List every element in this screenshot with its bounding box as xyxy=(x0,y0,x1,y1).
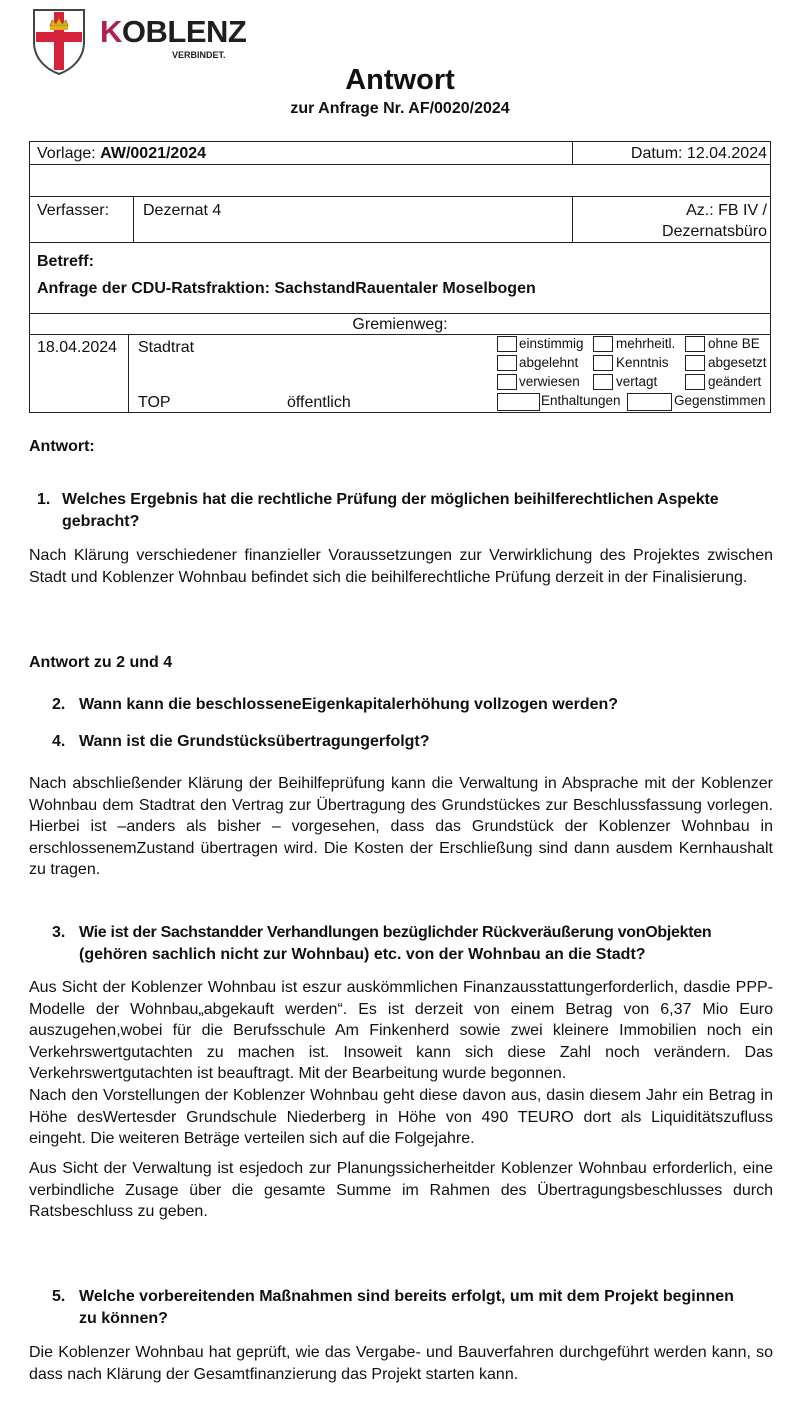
logo-wordmark: KOBLENZ xyxy=(100,14,247,49)
question-1-number: 1. xyxy=(37,491,51,508)
label-gegenstimmen: Gegenstimmen xyxy=(674,393,766,408)
question-5-line1: Welche vorbereitenden Maßnahmen sind bereits erfolgt, um mit dem Projekt beginnen xyxy=(79,1288,734,1305)
antwort-2-4-heading: Antwort zu 2 und 4 xyxy=(29,654,173,671)
vorlage-label: Vorlage: AW/0021/2024 xyxy=(37,145,207,162)
answer-3-paragraph-1: Aus Sicht der Koblenzer Wohnbau ist eszur auskömmlichen Finanzausstattungerforderlich, dasdie PPP-Modelle der Wohnbau„abgekauft werden“. Es ist derzeit von einem Betrag von 6,37 Mio Euro auszugehen,wobei für die Berufsschule Am Finkenherd sowie zwei kleinere Immobilien noch ein Verkehrswertgutachten zu machen ist. Insoweit kann sich diese Zahl noch verändern. Das Verkehrswertgutachten ist beauftragt. Mit der Bearbeitung wurde begonnen. xyxy=(29,979,773,1082)
checkbox-vertagt[interactable] xyxy=(593,374,613,390)
answer-2-4: Nach abschließender Klärung der Beihilfeprüfung kann die Verwaltung in Absprache mit der Koblenzer Wohnbau dem Stadtrat den Vertrag zur Übertragung des Grundstückes zur Beschlussfassung vorlegen. Hierbei ist –anders als bisher – vorgesehen, dass das Grundstück der Koblenzer Wohnbau in erschlossenemZustand übertragen wird. Die Kosten der Erschließung sind dann ausdem Kernhaushalt zu tragen. xyxy=(29,775,773,878)
answer-5: Die Koblenzer Wohnbau hat geprüft, wie das Vergabe- und Bauverfahren durchgeführt werden kann, so dass nach Klärung der Gesamtfinanzierung das Projekt starten kann. xyxy=(29,1344,773,1383)
az-line1: Az.: FB IV / xyxy=(686,202,767,219)
question-5-number: 5. xyxy=(52,1288,66,1305)
question-1-line1: Welches Ergebnis hat die rechtliche Prüfung der möglichen beihilferechtlichen Aspekte xyxy=(62,491,719,508)
logo-tagline: VERBINDET. xyxy=(172,50,226,60)
antwort-heading: Antwort: xyxy=(29,438,95,455)
checkbox-verwiesen[interactable] xyxy=(497,374,517,390)
option-abgelehnt: abgelehnt xyxy=(519,355,579,370)
question-3-line2: (gehören sachlich nicht zur Wohnbau) etc. von der Wohnbau an die Stadt? xyxy=(79,946,646,963)
option-abgesetzt: abgesetzt xyxy=(708,355,767,370)
gremienweg-label: Gremienweg: xyxy=(352,316,448,333)
field-gegenstimmen[interactable] xyxy=(627,393,672,411)
field-enthaltungen[interactable] xyxy=(497,393,540,411)
checkbox-mehrheitl[interactable] xyxy=(593,336,613,352)
question-5-line2: zu können? xyxy=(79,1310,168,1327)
checkbox-abgesetzt[interactable] xyxy=(685,355,705,371)
option-mehrheitl: mehrheitl. xyxy=(616,336,676,351)
betreff-label: Betreff: xyxy=(37,253,94,270)
top-label: TOP xyxy=(138,394,171,411)
gremium: Stadtrat xyxy=(138,339,195,356)
question-3-line1: Wie ist der Sachstandder Verhandlungen bezüglichder Rückveräußerung vonObjekten xyxy=(79,924,712,941)
form-table xyxy=(29,141,771,413)
checkbox-abgelehnt[interactable] xyxy=(497,355,517,371)
checkbox-einstimmig[interactable] xyxy=(497,336,517,352)
question-2-number: 2. xyxy=(52,696,66,713)
checkbox-geaendert[interactable] xyxy=(685,374,705,390)
verfasser-value: Dezernat 4 xyxy=(143,202,222,219)
answer-3-paragraph-2: Nach den Vorstellungen der Koblenzer Wohnbau geht diese davon aus, dasin diesem Jahr ein Betrag in Höhe desWertesder Grundschule Niederberg in Höhe von 490 TEURO dort als Liquiditätszufluss eingeht. Die weiteren Beträge verteilen sich auf die Folgejahre. xyxy=(29,1087,773,1147)
sitzung-date: 18.04.2024 xyxy=(37,339,118,356)
betreff-value: Anfrage der CDU-Ratsfraktion: SachstandRauentaler Moselbogen xyxy=(37,280,536,297)
question-1-line2: gebracht? xyxy=(62,513,140,530)
checkbox-kenntnis[interactable] xyxy=(593,355,613,371)
label-enthaltungen: Enthaltungen xyxy=(541,393,621,408)
option-vertagt: vertagt xyxy=(616,374,658,389)
vorlage-value: AW/0021/2024 xyxy=(100,145,207,162)
option-ohne-be: ohne BE xyxy=(708,336,760,351)
oeffentlich-label: öffentlich xyxy=(287,394,351,411)
question-2: Wann kann die beschlosseneEigenkapitalerhöhung vollzogen werden? xyxy=(79,696,619,713)
option-verwiesen: verwiesen xyxy=(519,374,580,389)
option-einstimmig: einstimmig xyxy=(519,336,584,351)
question-3-number: 3. xyxy=(52,924,66,941)
answer-3-paragraph-3: Aus Sicht der Verwaltung ist esjedoch zur Planungssicherheitder Koblenzer Wohnbau erforderlich, eine verbindliche Zusage über die gesamte Summe im Rahmen des Übertragungsbeschlusses durch Ratsbeschluss zu geben. xyxy=(29,1160,773,1220)
checkbox-ohne-be[interactable] xyxy=(685,336,705,352)
page-title: Antwort xyxy=(345,64,455,96)
question-4: Wann ist die Grundstücksübertragungerfolgt? xyxy=(79,733,430,750)
datum: Datum: 12.04.2024 xyxy=(630,145,767,162)
question-4-number: 4. xyxy=(52,733,66,750)
option-kenntnis: Kenntnis xyxy=(616,355,669,370)
verfasser-label: Verfasser: xyxy=(37,202,110,219)
answer-1: Nach Klärung verschiedener finanzieller Voraussetzungen zur Verwirklichung des Projektes zwischen Stadt und Koblenzer Wohnbau befindet sich die beihilferechtliche Prüfung derzeit in der Finalisierung. xyxy=(29,547,773,586)
page-subtitle: zur Anfrage Nr. AF/0020/2024 xyxy=(290,100,510,117)
option-geaendert: geändert xyxy=(708,374,762,389)
az-line2: Dezernatsbüro xyxy=(662,223,767,240)
